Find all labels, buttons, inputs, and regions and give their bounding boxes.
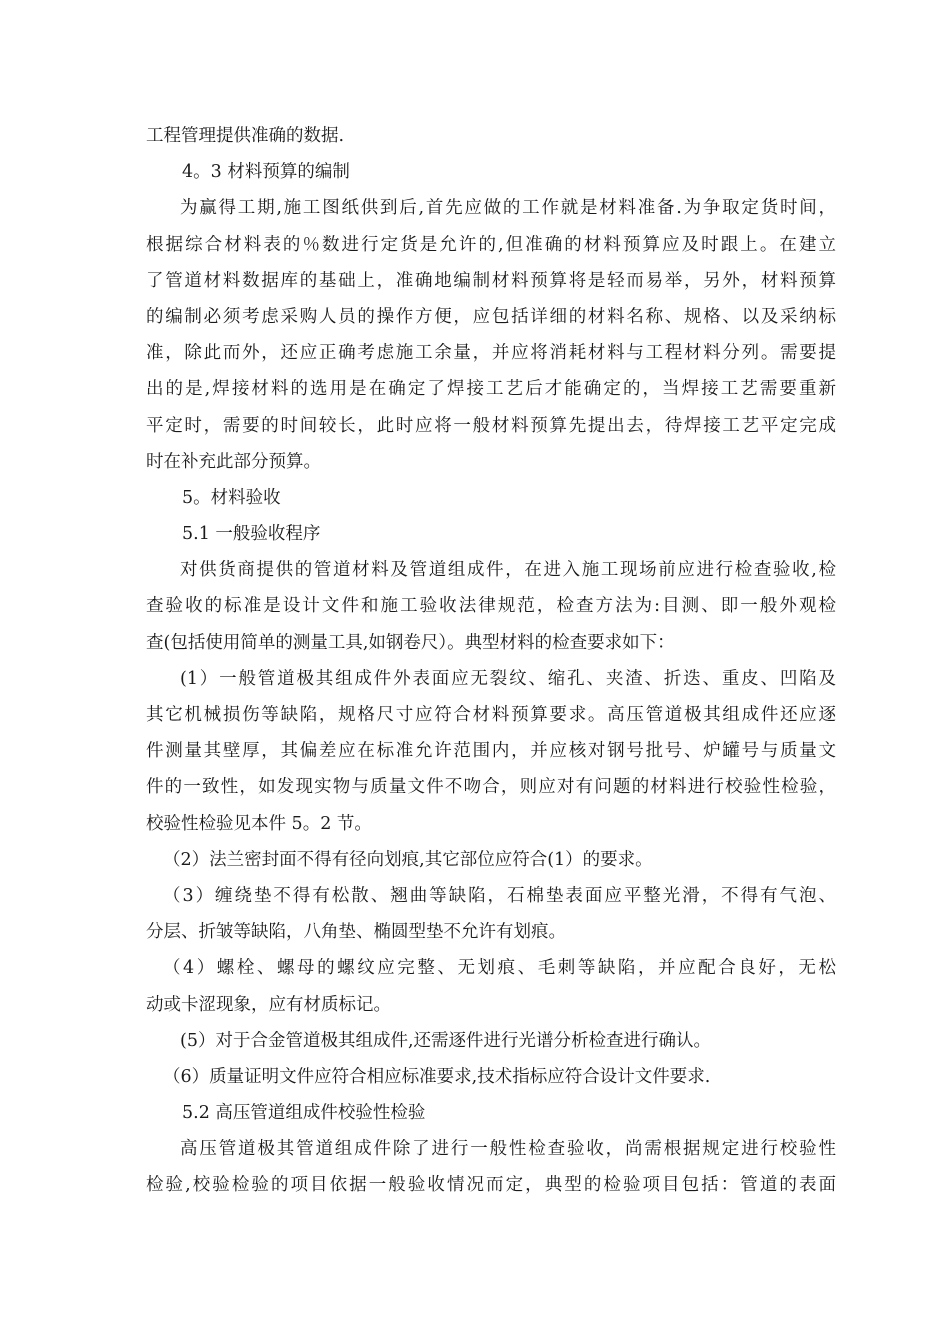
list-item-line: （3）缠绕垫不得有松散、翘曲等缺陷，石棉垫表面应平整光滑，不得有气泡、 xyxy=(163,885,836,906)
list-item-line: 其它机械损伤等缺陷，规格尺寸应符合材料预算要求。高压管道极其组成件还应逐 xyxy=(146,705,836,725)
paragraph-line: 查(包括使用简单的测量工具,如钢卷尺）。典型材料的检查要求如下： xyxy=(146,632,675,653)
paragraph-line: 查验收的标准是设计文件和施工验收法律规范，检查方法为:目测、即一般外观检 xyxy=(146,596,836,617)
paragraph-line: 根据综合材料表的％数进行定货是允许的,但准确的材料预算应及时跟上。在建立 xyxy=(146,234,836,255)
list-item-line: （2）法兰密封面不得有径向划痕,其它部位应符合(1）的要求。 xyxy=(163,849,653,870)
paragraph-line: 的编制必须考虑采购人员的操作方便，应包括详细的材料名称、规格、以及采纳标 xyxy=(146,306,836,327)
paragraph-line: 了管道材料数据库的基础上，准确地编制材料预算将是轻而易举，另外，材料预算 xyxy=(146,270,836,291)
list-item-line: (5）对于合金管道极其组成件,还需逐件进行光谱分析检查进行确认。 xyxy=(180,1030,712,1051)
paragraph-line: 为赢得工期,施工图纸供到后,首先应做的工作就是材料准备.为争取定货时间， xyxy=(180,198,836,219)
list-item-line: （4）螺栓、螺母的螺纹应完整、无划痕、毛刺等缺陷，并应配合良好，无松 xyxy=(163,958,836,979)
paragraph-line: 时在补充此部分预算。 xyxy=(146,451,321,472)
list-item-line: 分层、折皱等缺陷，八角垫、椭圆型垫不允许有划痕。 xyxy=(146,922,566,943)
paragraph-line: 高压管道极其管道组成件除了进行一般性检查验收，尚需根据规定进行校验性 xyxy=(180,1139,836,1160)
list-item-line: 件的一致性，如发现实物与质量文件不吻合，则应对有问题的材料进行校验性检验， xyxy=(146,777,836,798)
section-heading: 4。3 材料预算的编制 xyxy=(182,162,350,183)
section-heading: 5.1 一般验收程序 xyxy=(182,524,321,545)
text-line: 工程管理提供准确的数据. xyxy=(146,126,345,146)
section-heading: 5。材料验收 xyxy=(182,487,281,508)
list-item-line: (1）一般管道极其组成件外表面应无裂纹、缩孔、夹渣、折迭、重皮、凹陷及 xyxy=(180,668,836,689)
section-heading: 5.2 高压管道组成件校验性检验 xyxy=(182,1103,426,1124)
list-item-line: 动或卡涩现象，应有材质标记。 xyxy=(146,994,391,1015)
paragraph-line: 出的是,焊接材料的选用是在确定了焊接工艺后才能确定的，当焊接工艺需要重新 xyxy=(146,379,836,400)
paragraph-line: 准，除此而外，还应正确考虑施工余量，并应将消耗材料与工程材料分列。需要提 xyxy=(146,343,836,364)
body-text xyxy=(146,118,836,1204)
paragraph-line: 检验,校验检验的项目依据一般验收情况而定，典型的检验项目包括：管道的表面 xyxy=(146,1175,836,1196)
list-item-line: 件测量其壁厚，其偏差应在标准允许范围内，并应核对钢号批号、炉罐号与质量文 xyxy=(146,741,836,762)
list-item-line: （6）质量证明文件应符合相应标准要求,技术指标应符合设计文件要求. xyxy=(163,1066,711,1087)
paragraph-line: 平定时，需要的时间较长，此时应将一般材料预算先提出去，待焊接工艺平定完成 xyxy=(146,415,836,436)
list-item-line: 校验性检验见本件 5。2 节。 xyxy=(146,813,372,834)
paragraph-line: 对供货商提供的管道材料及管道组成件，在进入施工现场前应进行检查验收,检 xyxy=(180,560,836,581)
